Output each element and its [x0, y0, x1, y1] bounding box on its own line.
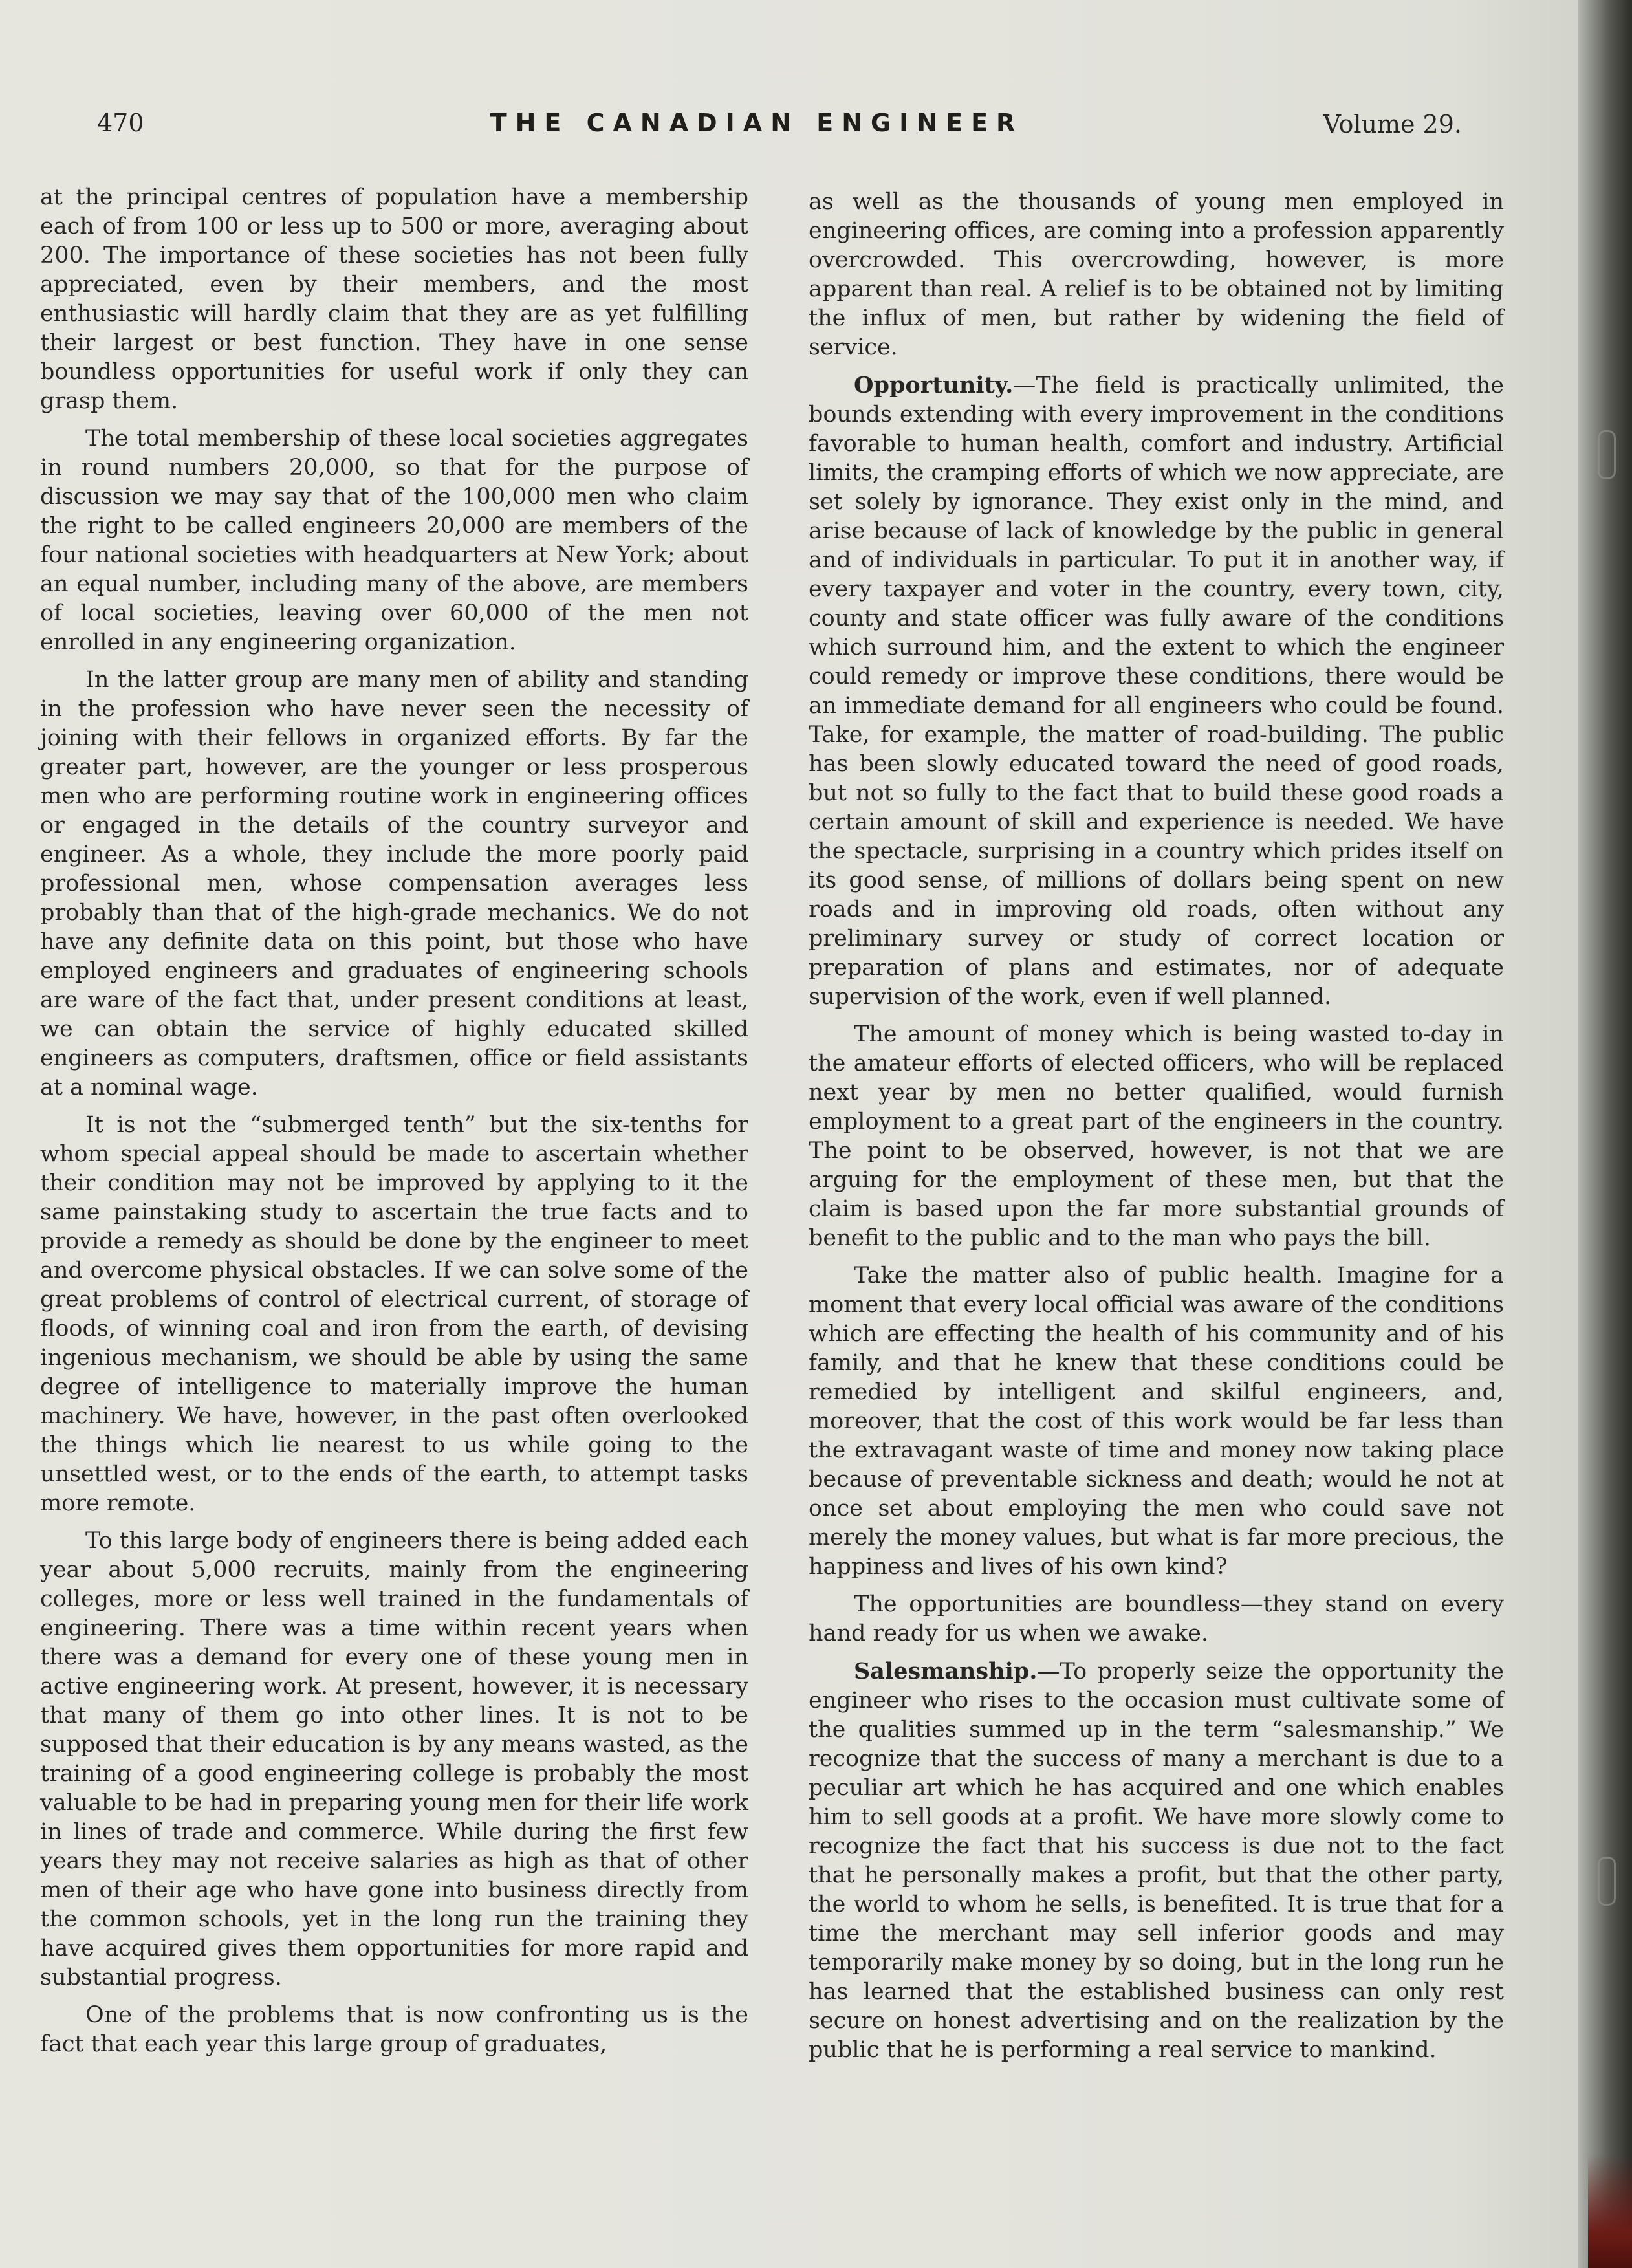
paragraph: To this large body of engineers there is being added each year about 5,000 recruits, mainly from the engineering colleges, more or less well trained in the fundamentals of engineering. There was a time within recent years when there was a demand for every one of these young men in active engineering work. At present, however, it is necessary that many of them go into other lines. It is not to be supposed that their education is by any means wasted, as the training of a good engineering college is probably the most valuable to be had in preparing young men for their life work in lines of trade and commerce. While during the first few years they may not receive salaries as high as that of other men of their age who have gone into business directly from the common schools, yet in the long run the training they have acquired gives them opportunities for more rapid and substantial progress.: [40, 1528, 748, 1990]
paragraph: at the principal centres of population have a membership each of from 100 or less up to 500 or more, averaging about 200. The importance of these societies has not been fully appreciated, even by their members, and the most enthusiastic will hardly claim that they are as yet fulfilling their largest or best function. They have in one sense boundless opportunities for useful work if only they can grasp them.: [40, 184, 748, 414]
binding-edge: [1588, 2154, 1632, 2268]
paragraph-opportunity: [809, 371, 1504, 1012]
paragraph: Take the matter also of public health. Imagine for a moment that every local official was aware of the conditions which are effecting the health of his community and of his family, and that he knew that these conditions could be remedied by intelligent and skilful engineers, and, moreover, that the cost of this work would be far less than the extravagant waste of time and money now taking place because of preventable sickness and death; would he not at once set about employing the men who could save not merely the money values, but what is far more precious, the happiness and lives of his own kind?: [809, 1263, 1504, 1580]
paragraph: The total membership of these local societies aggregates in round numbers 20,000, so that for the purpose of discussion we may say that of the 100,000 men who claim the right to be called engineers 20,000 are members of the four national societies with headquarters at New York; about an equal number, including many of the above, are members of local societies, leaving over 60,000 of the men not enrolled in any engineering organization.: [40, 426, 748, 655]
paragraph: One of the problems that is now confronting us is the fact that each year this large group of graduates,: [40, 2002, 748, 2057]
page-number: 470: [97, 109, 144, 137]
paragraph: It is not the “submerged tenth” but the six-tenths for whom special appeal should be made to ascertain whether their condition may not be improved by applying to it the same painstaking study to ascertain the true facts and to provide a remedy as should be done by the engineer to meet and overcome physical obstacles. If we can solve some of the great problems of control of electrical current, of storage of floods, of winning coal and iron from the earth, of devising ingenious mechanism, we should be able by using the same degree of intelligence to materially improve the human machinery. We have, however, in the past often overlooked the things which lie nearest to us while going to the unsettled west, or to the ends of the earth, to attempt tasks more remote.: [40, 1112, 748, 1516]
right-column: [809, 188, 1504, 2073]
paragraph-text: —To properly seize the opportunity the engineer who rises to the occasion must cultivate some of the qualities summed up in the term “salesmanship.” We recognize that the success of many a merchant is due to a peculiar art which he has acquired and one which enables him to sell goods at a profit. We have more slowly come to recognize the fact that his success is due not to the fact that he personally makes a profit, but that the other party, the world to whom he sells, is benefited. It is true that for a time the merchant may sell inferior goods and may temporarily make money by so doing, but in the long run he has learned that the established business can only rest secure on honest advertising and on the realization by the public that he is performing a real service to mankind.: [809, 1659, 1504, 2063]
binding-clip-mark: [1598, 430, 1616, 479]
paragraph: In the latter group are many men of ability and standing in the profession who have never seen the necessity of joining with their fellows in organized efforts. By far the greater part, however, are the younger or less prosperous men who are performing routine work in engineering offices or engaged in the details of the country surveyor and engineer. As a whole, they include the more poorly paid professional men, whose compensation averages less probably than that of the high-grade mechanics. We do not have any definite data on this point, but those who have employed engineers and graduates of engineering schools are ware of the fact that, under present conditions at least, we can obtain the service of highly educated skilled engineers as computers, draftsmen, office or field assistants at a nominal wage.: [40, 667, 748, 1100]
running-header: [0, 109, 1578, 147]
paragraph-salesmanship: [809, 1657, 1504, 2065]
left-column: [40, 183, 748, 2067]
volume-label: Volume 29.: [1323, 110, 1462, 138]
section-heading-salesmanship: Salesmanship.: [854, 1658, 1038, 1685]
paragraph: The opportunities are boundless—they stand on every hand ready for us when we awake.: [809, 1591, 1504, 1646]
section-heading-opportunity: Opportunity.: [854, 372, 1014, 398]
paragraph: as well as the thousands of young men employed in engineering offices, are coming into a profession apparently overcrowded. This overcrowding, however, is more apparent than real. A relief is to be obtained not by limiting the influx of men, but rather by widening the field of service.: [809, 189, 1504, 360]
journal-title: THE CANADIAN ENGINEER: [490, 109, 1024, 137]
paragraph: The amount of money which is being wasted to-day in the amateur efforts of elected officers, who will be replaced next year by men no better qualified, would furnish employment to a great part of the engineers in the country. The point to be observed, however, is not that we are arguing for the employment of these men, but that the claim is based upon the far more substantial grounds of benefit to the public and to the man who pays the bill.: [809, 1021, 1504, 1251]
paragraph-text: —The field is practically unlimited, the bounds extending with every improvement in the conditions favorable to human health, comfort and industry. Artificial limits, the cramping efforts of which we now appreciate, are set solely by ignorance. They exist only in the mind, and arise because of lack of knowledge by the public in general and of individuals in particular. To put it in another way, if every taxpayer and voter in the country, every town, city, county and state officer was fully aware of the conditions which surround him, and the extent to which the engineer could remedy or improve these conditions, there would be an immediate demand for all engineers who could be found. Take, for example, the matter of road-building. The public has been slowly educated toward the need of good roads, but not so fully to the fact that to build these good roads a certain amount of skill and experience is needed. We have the spectacle, surprising in a country which prides itself on its good sense, of millions of dollars being spent on new roads and in improving old roads, often without any preliminary survey or study of correct location or preparation of plans and estimates, nor of adequate supervision of the work, even if well planned.: [809, 373, 1504, 1010]
book-gutter: [1578, 0, 1632, 2268]
binding-clip-mark: [1598, 1857, 1616, 1906]
